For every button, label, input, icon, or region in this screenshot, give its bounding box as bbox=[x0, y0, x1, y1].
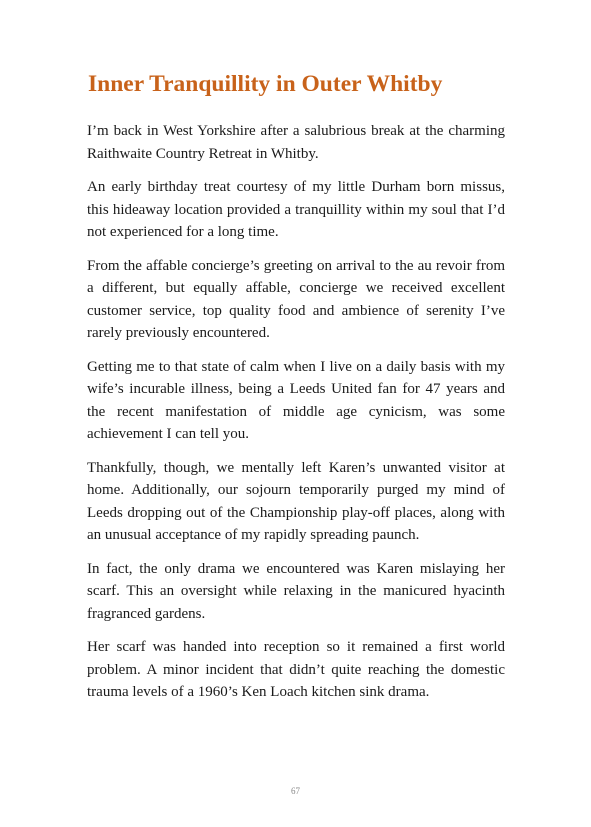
paragraph-7: Her scarf was handed into reception so it remained a first world problem. A minor incident that didn’t quite reaching the domestic trauma levels of a 1960’s Ken Loach kitchen sink drama. bbox=[87, 639, 505, 700]
paragraph-4: Getting me to that state of calm when I live on a daily basis with my wife’s incurable illness, being a Leeds United fan for 47 years and the recent manifestation of middle age cynicism, was some achievement I can tell you. bbox=[87, 358, 505, 442]
paragraph-5: Thankfully, though, we mentally left Karen’s unwanted visitor at home. Additionally, our sojourn temporarily purged my mind of Leeds dropping out of the Championship play-off places, along with an unusual acceptance of my rapidly spreading paunch. bbox=[87, 459, 505, 543]
paragraph-6: In fact, the only drama we encountered was Karen mislaying her scarf. This an oversight while relaxing in the manicured hyacinth fragranced gardens. bbox=[87, 560, 505, 622]
paragraph-3: From the affable concierge’s greeting on arrival to the au revoir from a different, but equally affable, concierge we received excellent customer service, top quality food and ambience of serenity I’ve rarely previously encountered. bbox=[87, 257, 505, 341]
paragraph-1: I’m back in West Yorkshire after a salubrious break at the charming Raithwaite Country Retreat in Whitby. bbox=[87, 123, 505, 162]
article-title: Inner Tranquillity in Outer Whitby bbox=[88, 71, 443, 97]
page-number: 67 bbox=[291, 786, 300, 796]
paragraph-2: An early birthday treat courtesy of my little Durham born missus, this hideaway location provided a tranquillity within my soul that I’d not experienced for a long time. bbox=[87, 179, 505, 240]
article-body bbox=[87, 120, 505, 715]
